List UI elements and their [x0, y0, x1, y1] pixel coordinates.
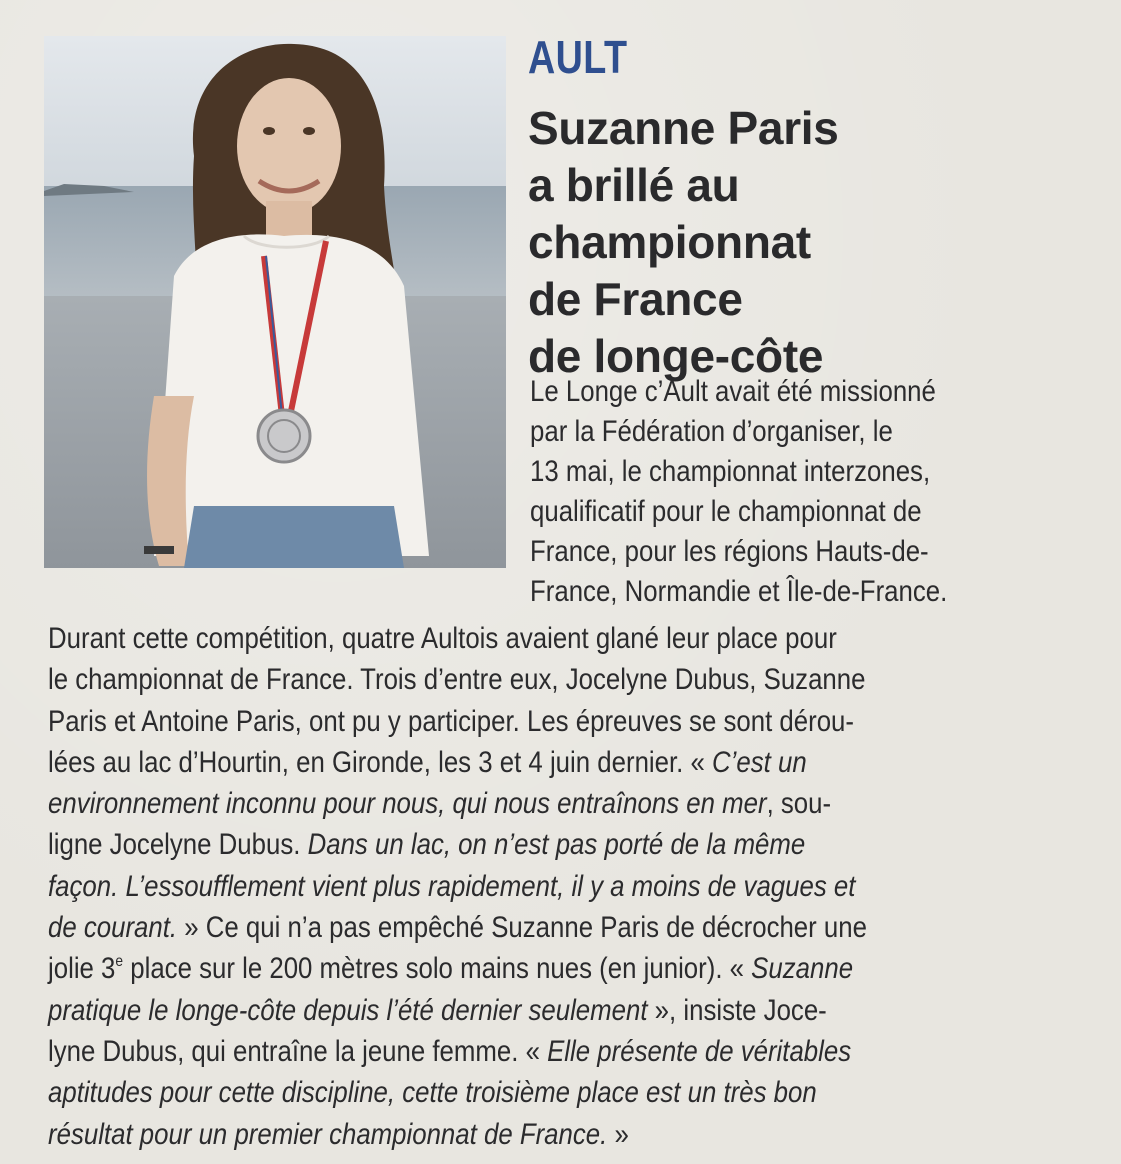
- intro-line: France, Normandie et Île-de-France.: [530, 575, 948, 608]
- superscript: e: [115, 953, 124, 971]
- headline-line: championnat: [528, 216, 811, 268]
- body-line: [48, 742, 934, 783]
- body-text: jolie 3: [48, 952, 116, 986]
- quote-text: pratique le longe-côte depuis l’été dernier seulement: [48, 993, 648, 1027]
- quote-text: environnement inconnu pour nous, qui nous entraînons en mer: [48, 787, 767, 821]
- quote-text: Dans un lac, on n’est pas porté de la même: [307, 828, 806, 862]
- article-body: [48, 618, 1078, 1155]
- quote-text: C’est un: [712, 745, 807, 779]
- body-line: aptitudes pour cette discipline, cette troisième place est un très bon: [48, 1076, 817, 1110]
- headline-line: de France: [528, 273, 743, 325]
- body-text: »: [607, 1117, 629, 1151]
- article-headline: [528, 100, 1088, 385]
- quote-text: de courant.: [48, 911, 178, 945]
- quote-text: Suzanne: [751, 952, 854, 986]
- body-line: [48, 783, 934, 824]
- body-text: , sou-: [766, 787, 832, 821]
- body-text: » Ce qui n’a pas empêché Suzanne Paris de décrocher une: [177, 911, 867, 945]
- intro-line: qualificatif pour le championnat de: [530, 495, 922, 528]
- body-line: [48, 1114, 934, 1155]
- headline-line: Suzanne Paris: [528, 102, 839, 154]
- body-line: façon. L’essoufflement vient plus rapidement, il y a moins de vagues et: [48, 869, 856, 903]
- intro-line: Le Longe c’Ault avait été missionné: [530, 375, 936, 408]
- body-line: [48, 990, 934, 1031]
- intro-line: par la Fédération d’organiser, le: [530, 415, 893, 448]
- body-line: [48, 948, 934, 989]
- photo-illustration: [44, 36, 506, 568]
- body-text: place sur le 200 mètres solo mains nues (en junior). «: [123, 952, 752, 986]
- body-line: [48, 824, 934, 865]
- article-photo: [44, 36, 506, 568]
- body-line: le championnat de France. Trois d’entre eux, Jocelyne Dubus, Suzanne: [48, 663, 866, 697]
- intro-line: 13 mai, le championnat interzones,: [530, 455, 931, 488]
- body-line: [48, 1031, 934, 1072]
- headline-line: de longe-côte: [528, 330, 824, 382]
- article-intro: [530, 372, 1090, 612]
- body-line: Durant cette compétition, quatre Aultois avaient glané leur place pour: [48, 622, 837, 655]
- intro-line: France, pour les régions Hauts-de-: [530, 535, 929, 568]
- body-text: lyne Dubus, qui entraîne la jeune femme. «: [48, 1034, 548, 1068]
- body-text: lées au lac d’Hourtin, en Gironde, les 3 et 4 juin dernier. «: [48, 745, 713, 779]
- section-kicker: AULT: [528, 31, 628, 83]
- body-text: ligne Jocelyne Dubus.: [48, 828, 308, 862]
- body-line: Paris et Antoine Paris, ont pu y participer. Les épreuves se sont dérou-: [48, 704, 854, 738]
- quote-text: Elle présente de véritables: [547, 1034, 852, 1068]
- body-line: [48, 907, 934, 948]
- quote-text: résultat pour un premier championnat de France.: [48, 1117, 608, 1151]
- headline-line: a brillé au: [528, 159, 740, 211]
- body-text: », insiste Joce-: [647, 993, 827, 1027]
